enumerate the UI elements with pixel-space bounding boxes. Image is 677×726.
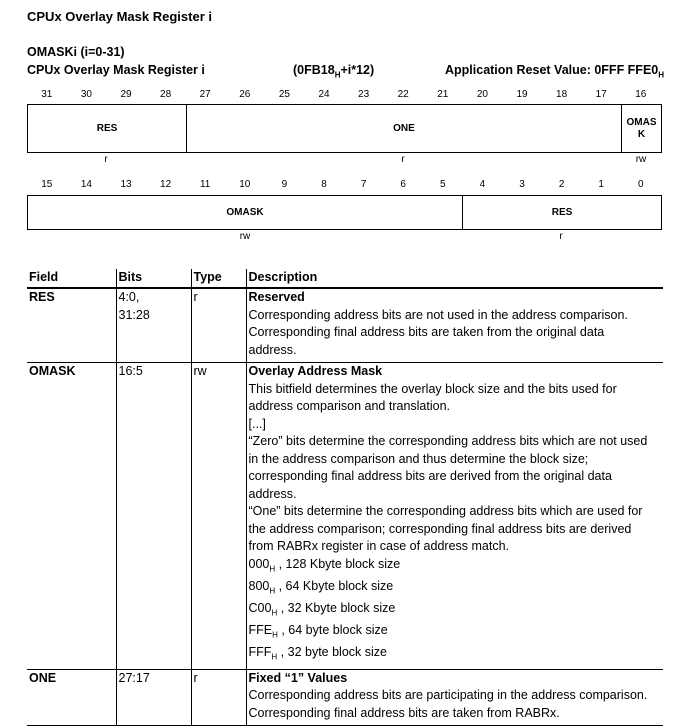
bit-number: 13	[120, 179, 132, 190]
row-omask-bits: 16:5	[116, 363, 191, 670]
field-box-one: ONE	[186, 104, 622, 153]
bit-number: 2	[558, 179, 565, 190]
register-long-name: CPUx Overlay Mask Register i	[27, 63, 205, 77]
size-option: $C00_H$ , 32 Kbyte block size	[248, 600, 396, 617]
bit-number: 24	[318, 89, 330, 100]
table-row	[27, 363, 663, 670]
size-option: $800_H$ , 64 Kbyte block size	[248, 578, 394, 595]
access-omask: rw	[239, 231, 251, 242]
bit-number: 4	[479, 179, 486, 190]
size-option: $FFF_H$ , 32 byte block size	[248, 644, 387, 661]
field-box-res-upper: RES	[27, 104, 187, 153]
row-one-bits: 27:17	[116, 669, 191, 726]
row-one-field: ONE	[27, 669, 116, 726]
bit-number: 0	[638, 179, 644, 190]
size-option: $000_H$ , 128 Kbyte block size	[248, 556, 401, 573]
bit-number: 16	[635, 89, 647, 100]
access-res-lower: r	[559, 231, 563, 242]
row-res-bits: 4:0, 31:28	[116, 288, 191, 363]
bit-number: 25	[278, 89, 290, 100]
bit-number: 28	[160, 89, 172, 100]
field-box-omask-bit16: OMAS K	[621, 104, 662, 153]
bit-number: 5	[440, 179, 446, 190]
bit-number: 29	[120, 89, 132, 100]
field-box-res-lower: RES	[462, 195, 662, 230]
table-row	[27, 669, 663, 726]
bit-number: 22	[397, 89, 409, 100]
bit-number: 7	[360, 179, 367, 190]
bit-number: 31	[41, 89, 53, 100]
bit-number: 6	[400, 179, 406, 190]
bit-number: 19	[516, 89, 528, 100]
bit-number: 15	[41, 179, 53, 190]
bit-number: 9	[281, 179, 288, 190]
row-res-type: r	[191, 288, 246, 363]
bit-number: 21	[437, 89, 449, 100]
access-omask-bit16: rw	[635, 154, 647, 165]
access-res-upper: r	[104, 154, 108, 165]
row-omask-type: rw	[191, 363, 246, 670]
bit-number: 3	[519, 179, 525, 190]
bit-number: 12	[160, 179, 172, 190]
bit-number: 26	[239, 89, 251, 100]
table-header-row	[27, 269, 663, 288]
page-title: CPUx Overlay Mask Register i	[27, 9, 212, 24]
bit-number: 10	[239, 179, 251, 190]
bit-number: 1	[598, 179, 604, 190]
header-field: Field	[27, 269, 116, 288]
register-short-name: OMASKi (i=0-31)	[27, 45, 125, 59]
bit-number: 11	[199, 179, 211, 190]
bit-number: 18	[556, 89, 568, 100]
register-offset: $(0FB18_H+i*12)$	[293, 63, 375, 80]
access-one: r	[401, 154, 405, 165]
row-res-description: Reserved Corresponding address bits are not used in the address comparison. Corresponding final address bits are taken from the original data address.	[246, 288, 663, 363]
size-option: $FFE_H$ , 64 byte block size	[248, 622, 388, 639]
row-res-field: RES	[27, 288, 116, 363]
row-omask-field: OMASK	[27, 363, 116, 670]
header-type: Type	[191, 269, 246, 288]
row-one-type: r	[191, 669, 246, 726]
bit-number: 23	[358, 89, 370, 100]
row-omask-description: Overlay Address Mask This bitfield determines the overlay block size and the bits used for address comparison and translation. [...] “Zero” bits determine the corresponding address bits which are not used in the address comparison and thus determine the block size; corresponding final address bits are derived from the original data address. “One” bits determine the corresponding address bits which are used for the address comparison; corresponding final address bits are derived from RABRx register in case of address match. $000_H$ , 128 Kbyte block size $800_H$ , 64 Kbyte block size $C00_H$ , 32 Kbyte block size $FFE_H$ , 64 byte block size $FFF_H$ , 32 byte block size	[246, 363, 663, 670]
register-reset-value: Application Reset Value: 0FFF $FFE0_H$	[445, 63, 665, 80]
bit-number: 30	[80, 89, 92, 100]
bit-number: 27	[199, 89, 211, 100]
table-row	[27, 288, 663, 363]
row-one-description: Fixed “1” Values Corresponding address bits are participating in the address comparison. Corresponding final address bits are taken from RABRx.	[246, 669, 663, 726]
field-description-table	[27, 269, 663, 726]
bit-number: 20	[476, 89, 488, 100]
field-box-omask: OMASK	[27, 195, 463, 230]
header-description: Description	[246, 269, 663, 288]
bit-number: 17	[595, 89, 607, 100]
bit-number: 8	[321, 179, 327, 190]
bit-number: 14	[80, 179, 92, 190]
header-bits: Bits	[116, 269, 191, 288]
